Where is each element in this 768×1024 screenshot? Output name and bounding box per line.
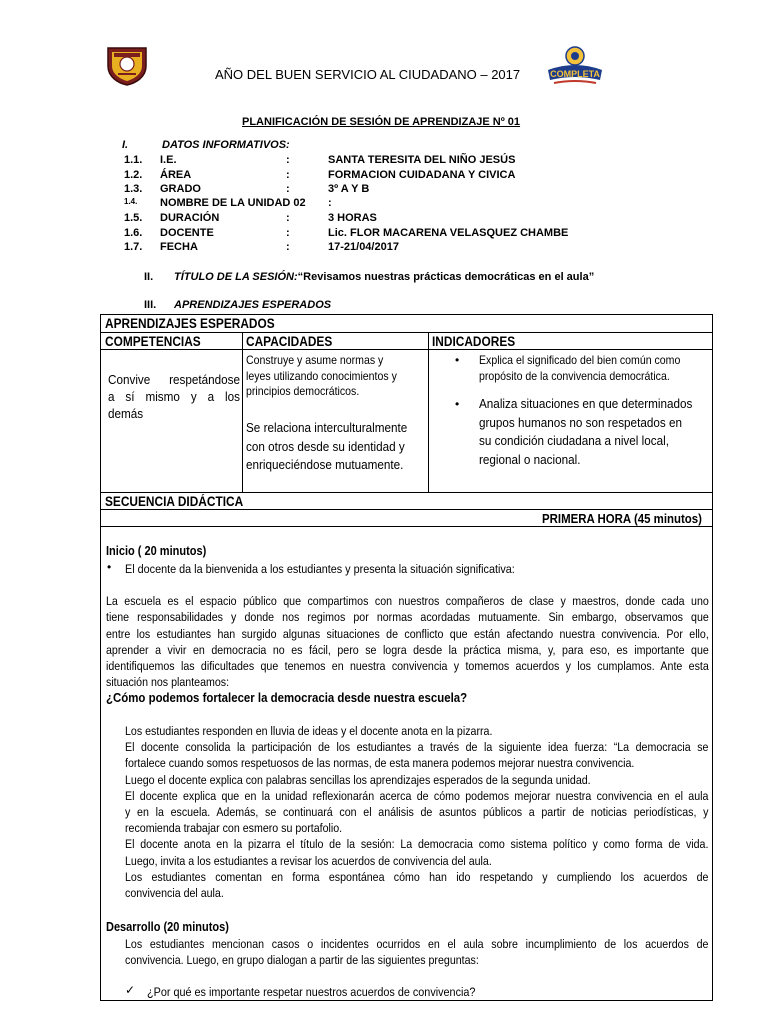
- inicio-bullet: El docente da la bienvenida a los estudiantes y presenta la situación significativa:: [125, 562, 515, 576]
- inicio-title: Inicio ( 20 minutos): [106, 544, 207, 558]
- primera-hora: PRIMERA HORA (45 minutos): [542, 511, 702, 526]
- section-titulo-sesion: [144, 271, 594, 283]
- col-capacidades: CAPACIDADES: [246, 334, 333, 349]
- section-label: TÍTULO DE LA SESIÓN:: [174, 271, 298, 283]
- inicio-steps: Los estudiantes responden en lluvia de ideas y el docente anota en la pizarra. El docente consolida la participación de los estudiantes a través de la siguiente idea fuerza: “La democracia se fortalece cuando somos respetuosos de las normas, de esta manera podemos mejorar nuestra convivencia. Luego el docente explica con palabras sencillas los aprendizajes esperados de la segunda unidad. El docente explica que en la unidad reflexionarán acerca de cómo podemos mejorar nuestra convivencia en el aula y en la escuela. Además, se continuará con el análisis de asuntos públicos a partir de noticias periodísticas, y recomienda trabajar con esmero su portafolio. El docente anota en la pizarra el título de la sesión: La democracia como sistema político y como forma de vida. Luego, invita a los estudiantes a revisar los acuerdos de convivencia del aula. Los estudiantes comentan en forma espontánea cómo han ido respetando y cumpliendo los acuerdos de convivencia del aula.: [125, 724, 709, 901]
- section-title: APRENDIZAJES ESPERADOS: [174, 299, 332, 311]
- section-title: DATOS INFORMATIVOS:: [162, 139, 290, 151]
- guiding-question: ¿Cómo podemos fortalecer la democracia desde nuestra escuela?: [106, 690, 468, 705]
- competencia-text: Convive respetándose a sí mismo y a los demás: [108, 372, 240, 421]
- bullet-icon: •: [107, 560, 112, 574]
- section-number: III.: [144, 299, 157, 311]
- year-title: AÑO DEL BUEN SERVICIO AL CIUDADANO – 2017: [215, 67, 521, 82]
- secuencia-heading: SECUENCIA DIDÁCTICA: [105, 494, 244, 509]
- col-indicadores: INDICADORES: [432, 334, 516, 349]
- section-aprendizajes: [144, 299, 331, 311]
- completa-logo-text: COMPLETA: [550, 69, 600, 79]
- completa-logo: [544, 44, 606, 88]
- plan-title: PLANIFICACIÓN DE SESIÓN DE APRENDIZAJE Nº 01: [242, 116, 521, 128]
- learning-table: [100, 314, 713, 1001]
- section-datos-informativos: [122, 139, 290, 151]
- section-number: I.: [122, 139, 129, 151]
- capacidad-2: Se relaciona interculturalmente con otros desde su identidad y enriqueciéndose mutuamente.: [246, 420, 408, 472]
- desarrollo-question: ¿Por qué es importante respetar nuestros acuerdos de convivencia?: [147, 985, 476, 999]
- situacion-paragraph: La escuela es el espacio público que compartimos con nuestros compañeros de clase y maestros, donde cada uno tiene responsabilidades y donde nos regimos por normas acordadas mutuamente. Sin embargo, observamos que entre los estudiantes han surgido algunas situaciones de conflicto que están afectando nuestra convivencia. Por ello, aprender a vivir en democracia no es fácil, pero se logra desde la práctica misma, y, para eso, es importante que identifiquemos las dificultades que tenemos en nuestra convivencia y tomemos acuerdos y los cumplamos. Ante esta situación nos planteamos:: [106, 594, 709, 690]
- bullet-icon: •: [455, 397, 460, 411]
- bullet-icon: •: [455, 353, 460, 367]
- indicador-2: Analiza situaciones en que determinados grupos humanos no son respetados en su condición ciudadana a nivel local, regional o nacional.: [479, 396, 693, 467]
- section-number: II.: [144, 271, 154, 283]
- table-header: APRENDIZAJES ESPERADOS: [105, 316, 275, 331]
- col-competencias: COMPETENCIAS: [105, 334, 201, 349]
- capacidad-1: Construye y asume normas y leyes utilizando conocimientos y principios democráticos.: [246, 353, 397, 398]
- desarrollo-title: Desarrollo (20 minutos): [106, 920, 229, 934]
- school-crest-logo: [104, 44, 150, 86]
- indicador-1: Explica el significado del bien común como propósito de la convivencia democrática.: [479, 353, 681, 383]
- checkmark-icon: ✓: [125, 983, 136, 997]
- session-title: “Revisamos nuestras prácticas democráticas en el aula”: [297, 271, 595, 283]
- desarrollo-text: Los estudiantes mencionan casos o incidentes ocurridos en el aula sobre incumplimiento de los acuerdos de convivencia. Luego, en grupo dialogan a partir de las siguientes preguntas:: [125, 937, 709, 968]
